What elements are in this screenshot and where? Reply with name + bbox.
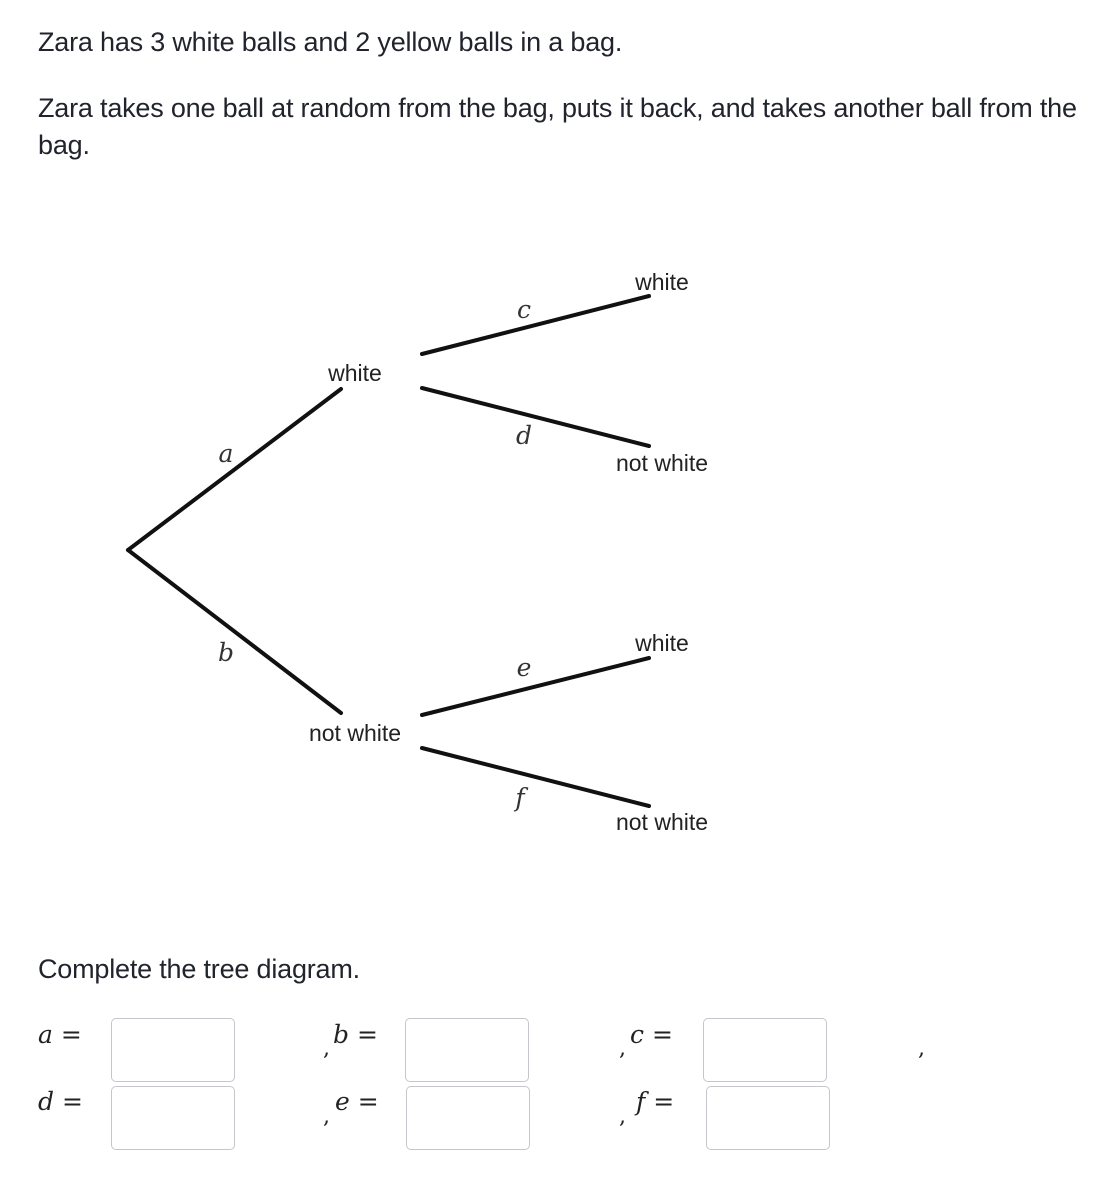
branch-f xyxy=(422,748,649,806)
answer-b-input[interactable] xyxy=(405,1018,529,1082)
comma: , xyxy=(918,1036,925,1061)
answer-a-label: a = xyxy=(38,1020,82,1049)
comma: , xyxy=(323,1036,330,1061)
branch-b xyxy=(128,550,341,713)
answer-c-input[interactable] xyxy=(703,1018,827,1082)
branch-e xyxy=(422,658,649,715)
answer-d-input[interactable] xyxy=(111,1086,235,1150)
branch-d xyxy=(422,388,649,446)
question-line-1: Zara has 3 white balls and 2 yellow balls in a bag. xyxy=(38,27,623,57)
label-first-white: white xyxy=(328,360,382,386)
answer-f-label: f = xyxy=(636,1087,675,1116)
var-b-label: b xyxy=(217,638,235,667)
comma: , xyxy=(323,1104,330,1129)
answer-d-label: d = xyxy=(38,1087,83,1116)
answer-c-label: c = xyxy=(630,1020,673,1049)
var-a-label: a xyxy=(218,439,234,468)
label-second-white-not-white: not white xyxy=(615,450,709,476)
label-second-white-white: white xyxy=(635,269,689,295)
branch-a xyxy=(128,389,341,550)
answer-b-label: b = xyxy=(333,1020,378,1049)
comma: , xyxy=(619,1036,626,1061)
answer-a-input[interactable] xyxy=(111,1018,235,1082)
label-first-not-white: not white xyxy=(308,720,402,746)
answer-f-input[interactable] xyxy=(706,1086,830,1150)
answer-e-label: e = xyxy=(335,1087,379,1116)
var-d-label: d xyxy=(515,421,533,450)
instruction-text: Complete the tree diagram. xyxy=(38,954,360,984)
var-c-label: c xyxy=(516,295,532,324)
comma: , xyxy=(619,1104,626,1129)
label-second-not-white-white: white xyxy=(635,630,689,656)
var-f-label: f xyxy=(515,783,525,812)
question-line-2: Zara takes one ball at random from the bag, puts it back, and takes another ball from the bag. xyxy=(38,93,1077,160)
var-e-label: e xyxy=(516,653,532,682)
answer-e-input[interactable] xyxy=(406,1086,530,1150)
branch-c xyxy=(422,296,649,354)
label-second-not-white-not-white: not white xyxy=(615,809,709,835)
